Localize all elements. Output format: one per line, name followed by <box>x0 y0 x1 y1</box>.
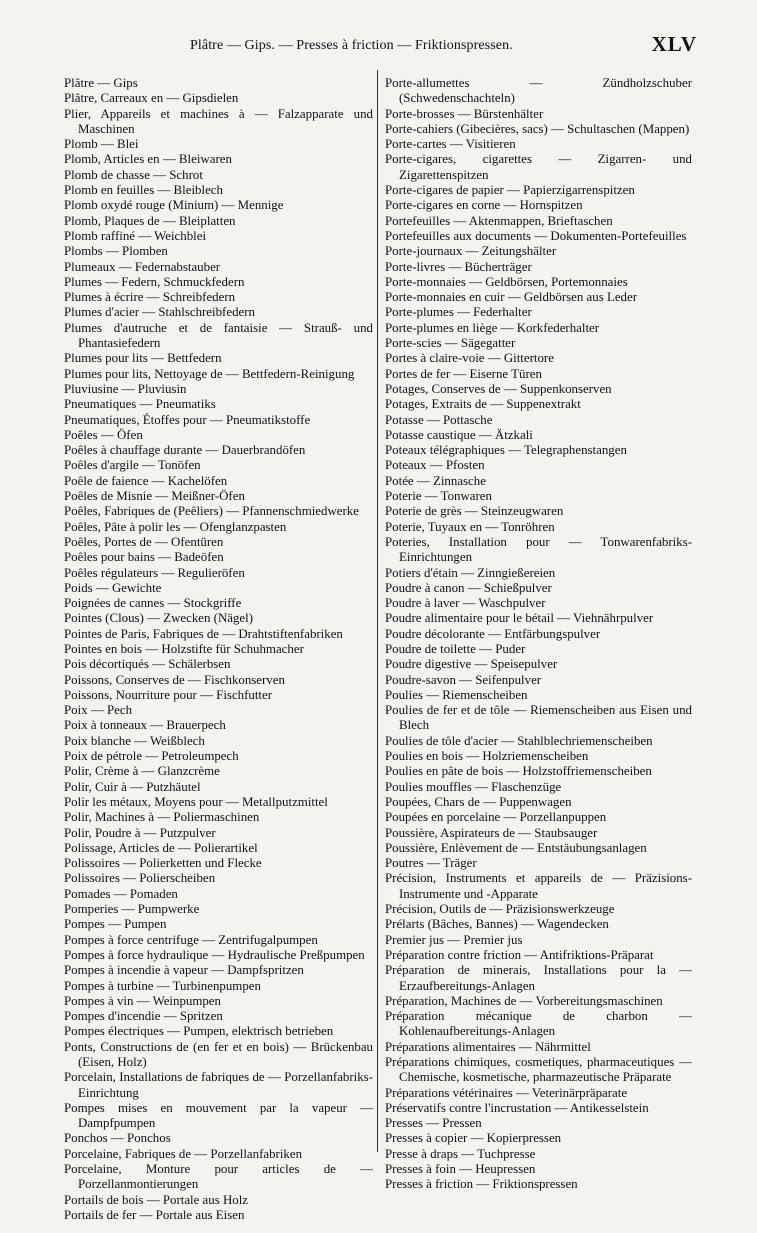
index-entry-text: Porte-livres — Bücherträger <box>385 259 532 274</box>
index-entry <box>64 979 373 994</box>
index-entry <box>385 351 692 366</box>
index-entry <box>385 948 692 963</box>
index-entry-text: Ponts, Constructions de (en fer et en bois) — Brückenbau (Eisen, Holz) <box>64 1039 373 1069</box>
index-entry <box>64 290 373 305</box>
index-entry-text: Portes à claire-voie — Gittertore <box>385 351 554 366</box>
index-entry <box>64 841 373 856</box>
index-entry-text: Poix de pétrole — Petroleumpech <box>64 749 239 764</box>
index-entry-text: Plomb raffiné — Weichblei <box>64 228 207 243</box>
index-entry-text: Portefeuilles — Aktenmappen, Brieftaschen <box>385 213 613 228</box>
index-entry <box>64 826 373 841</box>
index-entry <box>64 489 373 504</box>
index-entry <box>64 611 373 626</box>
index-entry <box>64 152 373 167</box>
index-entry-text: Pompes à force centrifuge — Zentrifugalpumpen <box>64 932 318 947</box>
index-entry <box>64 443 373 458</box>
index-entry-text: Plumes d'acier — Stahlschreibfedern <box>64 305 255 320</box>
index-entry <box>64 673 373 688</box>
index-entry <box>385 1116 692 1131</box>
index-entry <box>385 795 692 810</box>
index-entry-text: Poids — Gewichte <box>64 580 162 595</box>
index-entry-text: Presse à draps — Tuchpresse <box>385 1146 536 1161</box>
index-entry <box>64 413 373 428</box>
index-entry <box>64 688 373 703</box>
index-entry-text: Poteries, Installation pour — Tonwarenfabriks-Einrichtungen <box>385 534 692 565</box>
index-entry <box>385 397 692 412</box>
index-entry-text: Plâtre — Gips <box>64 76 138 90</box>
index-entry-text: Pompes à vin — Weinpumpen <box>64 993 221 1008</box>
index-entry-text: Poulies — Riemenscheiben <box>385 687 528 702</box>
index-entry <box>64 1009 373 1024</box>
page-header <box>0 30 757 56</box>
index-entry <box>385 734 692 749</box>
index-entry-text: Poudre à canon — Schießpulver <box>385 580 552 595</box>
index-entry-text: Poêles régulateurs — Regulieröfen <box>64 565 245 580</box>
index-entry-text: Pois décortiqués — Schälerbsen <box>64 657 231 672</box>
index-entry-text: Portes de fer — Eiserne Türen <box>385 366 542 381</box>
index-entry-text: Pneumatiques — Pneumatiks <box>64 397 216 412</box>
index-entry <box>385 152 692 183</box>
index-entry-text: Poudre décolorante — Entfärbungspulver <box>385 626 601 641</box>
index-entry <box>64 703 373 718</box>
index-entry-text: Poupées en porcelaine — Porzellanpuppen <box>385 810 607 825</box>
index-entry-text: Polissage, Articles de — Polierartikel <box>64 840 258 855</box>
index-entry <box>385 703 692 734</box>
index-entry <box>385 902 692 917</box>
index-entry-text: Précision, Instruments et appareils de — Präzisions-Instrumente und -Apparate <box>385 871 692 901</box>
index-entry-text: Poix blanche — Weißblech <box>64 733 205 748</box>
index-entry <box>385 1009 692 1040</box>
index-entry-text: Plomb de chasse — Schrot <box>64 167 203 182</box>
index-entry <box>385 566 692 581</box>
index-entry-text: Poulies en bois — Holzriemenscheiben <box>385 749 589 764</box>
index-entry <box>64 764 373 779</box>
index-entry-text: Poêle de faience — Kachelöfen <box>64 473 228 488</box>
index-entry <box>385 198 692 213</box>
index-entry <box>385 1131 692 1146</box>
index-entry <box>385 1162 692 1177</box>
index-entry <box>385 474 692 489</box>
index-entry <box>64 183 373 198</box>
index-entry <box>64 305 373 320</box>
index-entry-text: Pointes (Clous) — Zwecken (Nägel) <box>64 611 254 626</box>
index-entry <box>64 1162 373 1193</box>
index-entry <box>64 474 373 489</box>
index-entry-text: Presses à copier — Kopierpressen <box>385 1131 562 1146</box>
index-entry-text: Plumes à écrire — Schreibfedern <box>64 290 236 305</box>
index-entry <box>385 596 692 611</box>
index-entry-text: Potages, Extraits de — Suppenextrakt <box>385 397 581 412</box>
index-entry <box>385 963 692 994</box>
index-entry-text: Portails de fer — Portale aus Eisen <box>64 1207 245 1222</box>
index-entry-text: Plier, Appareils et machines à — Falzapparate und Maschinen <box>64 106 373 136</box>
index-entry <box>64 887 373 902</box>
index-entry-text: Pompes à turbine — Turbinenpumpen <box>64 978 261 993</box>
index-entry-text: Plumes pour lits, Nettoyage de — Bettfedern-Reinigung <box>64 366 355 381</box>
index-entry-text: Porcelaine, Monture pour articles de — Porzellanmontierungen <box>64 1162 373 1192</box>
index-entry-text: Poêles à chauffage durante — Dauerbrandöfen <box>64 443 306 458</box>
left-column <box>64 76 373 1223</box>
index-entry-text: Poudre à laver — Waschpulver <box>385 596 546 611</box>
index-entry-text: Porte-cigares de papier — Papierzigarrenspitzen <box>385 183 635 198</box>
index-entry-text: Poêles d'argile — Tonöfen <box>64 458 201 473</box>
index-entry-text: Poix — Pech <box>64 703 133 718</box>
index-entry <box>64 168 373 183</box>
index-entry-text: Pompes — Pumpen <box>64 917 167 932</box>
index-entry-text: Poulies en pâte de bois — Holzstoffriemenscheiben <box>385 764 652 779</box>
index-entry <box>64 596 373 611</box>
column-divider <box>377 70 378 1152</box>
index-entry <box>64 91 373 106</box>
index-entry-text: Porte-brosses — Bürstenhälter <box>385 106 544 121</box>
index-entry <box>385 214 692 229</box>
page-number: XLV <box>651 32 697 56</box>
index-entry-text: Pluviusine — Pluviusin <box>64 381 187 396</box>
index-entry <box>385 611 692 626</box>
index-entry <box>64 504 373 519</box>
index-entry-text: Poissons, Nourriture pour — Fischfutter <box>64 687 273 702</box>
index-entry <box>385 581 692 596</box>
index-entry <box>64 917 373 932</box>
index-entry-text: Premier jus — Premier jus <box>385 932 523 947</box>
index-entry-text: Poêles, Fabriques de (Peêliers) — Pfannenschmiedwerke <box>64 504 359 519</box>
index-entry <box>64 244 373 259</box>
index-entry-text: Potages, Conserves de — Suppenkonserven <box>385 381 612 396</box>
index-entry-text: Poix à tonneaux — Brauerpech <box>64 718 226 733</box>
index-entry <box>64 657 373 672</box>
index-entry <box>385 275 692 290</box>
index-entry <box>385 1055 692 1086</box>
index-entry <box>385 673 692 688</box>
index-entry-text: Poêles, Pâte à polir les — Ofenglanzpasten <box>64 519 287 534</box>
index-entry <box>385 1040 692 1055</box>
index-entry-text: Polir, Cuir à — Putzhäutel <box>64 779 201 794</box>
index-entry-text: Poêles de Misnie — Meißner-Öfen <box>64 489 245 504</box>
index-entry-text: Poteaux — Pfosten <box>385 458 485 473</box>
index-entry-text: Plombs — Plomben <box>64 244 168 259</box>
index-entry-text: Portefeuilles aux documents — Dokumenten-Portefeuilles <box>385 228 687 243</box>
index-entry <box>385 520 692 535</box>
index-entry <box>385 122 692 137</box>
index-entry-text: Préparations alimentaires — Nährmittel <box>385 1039 591 1054</box>
index-entry-text: Plomb oxydé rouge (Minium) — Mennige <box>64 198 284 213</box>
index-entry-text: Préparation de minerais, Installations pour la — Erzaufbereitungs-Anlagen <box>385 963 692 993</box>
index-entry-text: Poutres — Träger <box>385 856 477 871</box>
index-entry-text: Pomperies — Pumpwerke <box>64 902 200 917</box>
index-entry <box>64 795 373 810</box>
index-entry-text: Potasse caustique — Ätzkali <box>385 427 533 442</box>
index-entry-text: Plumes pour lits — Bettfedern <box>64 351 222 366</box>
index-entry-text: Pompes mises en mouvement par la vapeur — Dampfpumpen <box>64 1100 373 1131</box>
index-entry <box>385 749 692 764</box>
index-entry-text: Porte-allumettes — Zündholzschuber (Schwedenschachteln) <box>385 76 692 106</box>
index-entry <box>385 871 692 902</box>
index-entry-text: Presses à friction — Friktionspressen <box>385 1177 578 1192</box>
index-entry <box>64 520 373 535</box>
index-entry-text: Préparations vétérinaires — Veterinärpräparate <box>385 1085 628 1100</box>
index-entry <box>385 443 692 458</box>
index-entry <box>385 764 692 779</box>
index-entry <box>64 214 373 229</box>
index-entry-text: Porte-cigares, cigarettes — Zigarren- und Zigarettenspitzen <box>385 152 692 182</box>
index-entry <box>385 688 692 703</box>
index-entry-text: Pompes électriques — Pumpen, elektrisch betrieben <box>64 1024 334 1039</box>
index-entry <box>64 1208 373 1223</box>
index-entry <box>64 229 373 244</box>
index-entry <box>64 1193 373 1208</box>
index-entry <box>385 1177 692 1192</box>
index-entry-text: Porte-cahiers (Gibecières, sacs) — Schultaschen (Mappen) <box>385 121 690 136</box>
index-entry <box>64 351 373 366</box>
index-entry-text: Potasse — Pottasche <box>385 412 493 427</box>
index-entry <box>385 994 692 1009</box>
index-entry <box>64 933 373 948</box>
index-entry-text: Poterie de grès — Steinzeugwaren <box>385 504 564 519</box>
index-entry <box>385 321 692 336</box>
index-entry-text: Pointes de Paris, Fabriques de — Drahtstiftenfabriken <box>64 626 343 641</box>
index-entry <box>64 367 373 382</box>
index-entry-text: Poudre de toilette — Puder <box>385 641 526 656</box>
index-entry-text: Plumes — Federn, Schmuckfedern <box>64 274 245 289</box>
index-entry <box>385 107 692 122</box>
running-head-title: Plâtre — Gips. — Presses à friction — Friktionspressen. <box>190 38 513 53</box>
index-entry <box>64 275 373 290</box>
index-entry <box>385 305 692 320</box>
index-entry-text: Porte-cigares en corne — Hornspitzen <box>385 198 583 213</box>
index-entry-text: Poêles pour bains — Badeöfen <box>64 550 224 565</box>
index-entry-text: Pneumatiques, Étoffes pour — Pneumatikstoffe <box>64 412 311 427</box>
index-entry-text: Poissons, Conserves de — Fischkonserven <box>64 672 285 687</box>
index-entry <box>64 963 373 978</box>
index-entry <box>385 657 692 672</box>
index-entry <box>64 581 373 596</box>
index-entry <box>64 550 373 565</box>
index-entry-text: Poteaux télégraphiques — Telegraphenstangen <box>385 443 627 458</box>
index-entry-text: Plomb, Plaques de — Bleiplatten <box>64 213 236 228</box>
index-entry <box>64 535 373 550</box>
index-entry-text: Porte-plumes — Federhalter <box>385 305 532 320</box>
index-entry-text: Poussière, Aspirateurs de — Staubsauger <box>385 825 598 840</box>
index-entry <box>385 1101 692 1116</box>
index-entry-text: Préservatifs contre l'incrustation — Antikesselstein <box>385 1100 649 1115</box>
index-entry-text: Préparation, Machines de — Vorbereitungsmaschinen <box>385 993 663 1008</box>
index-entry <box>385 810 692 825</box>
index-entry <box>64 749 373 764</box>
index-entry <box>385 229 692 244</box>
index-entry <box>385 504 692 519</box>
index-entry <box>64 321 373 352</box>
index-entry <box>385 367 692 382</box>
index-entry-text: Polir, Crème à — Glanzcrème <box>64 764 220 779</box>
index-entry-text: Porcelain, Installations de fabriques de — Porzellanfabriks-Einrichtung <box>64 1070 373 1100</box>
index-entry-text: Plomb en feuilles — Bleiblech <box>64 183 223 198</box>
index-entry <box>385 1086 692 1101</box>
index-entry <box>64 458 373 473</box>
index-entry <box>64 780 373 795</box>
index-entry <box>64 948 373 963</box>
index-entry <box>385 1147 692 1162</box>
index-entry-text: Plumeaux — Federnabstauber <box>64 259 221 274</box>
index-entry <box>64 856 373 871</box>
index-entry-text: Préparation mécanique de charbon — Kohlenaufbereitungs-Anlagen <box>385 1009 692 1039</box>
index-entry <box>64 1131 373 1146</box>
index-entry-text: Poêles — Öfen <box>64 427 143 442</box>
index-entry <box>64 260 373 275</box>
index-entry <box>64 382 373 397</box>
index-entry <box>385 856 692 871</box>
index-entry-text: Poterie — Tonwaren <box>385 489 492 504</box>
index-entry <box>64 1070 373 1101</box>
index-entry <box>64 734 373 749</box>
index-entry-text: Prélarts (Bâches, Bannes) — Wagendecken <box>385 917 609 932</box>
index-entry-text: Polir les métaux, Moyens pour — Metallputzmittel <box>64 794 328 809</box>
index-entry <box>64 718 373 733</box>
index-entry-text: Poudre-savon — Seifenpulver <box>385 672 542 687</box>
index-entry <box>385 137 692 152</box>
index-entry <box>64 198 373 213</box>
index-entry-text: Poulies de tôle d'acier — Stahlblechriemenscheiben <box>385 733 653 748</box>
index-entry <box>64 871 373 886</box>
index-entry-text: Précision, Outils de — Präzisionswerkzeuge <box>385 902 615 917</box>
index-entry-text: Poudre digestive — Speisepulver <box>385 657 558 672</box>
index-entry-text: Plomb — Blei <box>64 137 139 152</box>
index-entry-text: Pointes en bois — Holzstifte für Schuhmacher <box>64 641 304 656</box>
index-entry-text: Préparations chimiques, cosmetiques, pharmaceutiques — Chemische, kosmetische, pharmazeutische Präparate <box>385 1055 692 1085</box>
index-entry-text: Poulies mouffles — Flaschenzüge <box>385 779 562 794</box>
index-entry <box>64 137 373 152</box>
index-entry-text: Porte-cartes — Visitieren <box>385 137 516 152</box>
index-entry <box>64 428 373 443</box>
index-entry <box>385 458 692 473</box>
index-entry-text: Presses à foin — Heupressen <box>385 1162 536 1177</box>
index-entry <box>385 244 692 259</box>
index-entry <box>64 902 373 917</box>
index-entry <box>385 826 692 841</box>
index-entry <box>64 397 373 412</box>
index-entry <box>385 428 692 443</box>
index-entry <box>64 107 373 138</box>
index-entry <box>385 933 692 948</box>
index-entry <box>385 535 692 566</box>
index-entry <box>385 489 692 504</box>
index-entry-text: Pompes à force hydraulique — Hydraulische Preßpumpen <box>64 947 365 962</box>
index-entry-text: Ponchos — Ponchos <box>64 1131 171 1146</box>
right-column <box>385 76 692 1193</box>
index-entry <box>385 627 692 642</box>
index-entry-text: Préparation contre friction — Antifriktions-Präparat <box>385 947 654 962</box>
index-entry <box>64 76 373 91</box>
index-entry <box>385 413 692 428</box>
index-entry <box>385 382 692 397</box>
index-entry-text: Polir, Poudre à — Putzpulver <box>64 825 216 840</box>
index-entry <box>64 810 373 825</box>
index-entry <box>385 76 692 107</box>
index-entry-text: Polir, Machines à — Poliermaschinen <box>64 810 260 825</box>
index-entry-text: Polissoires — Polierketten und Flecke <box>64 856 262 871</box>
index-entry <box>385 780 692 795</box>
index-entry-text: Pompes à incendie à vapeur — Dampfspritzen <box>64 963 304 978</box>
index-entry-text: Plâtre, Carreaux en — Gipsdielen <box>64 91 239 106</box>
index-entry-text: Porte-journaux — Zeitungshälter <box>385 244 557 259</box>
index-entry-text: Polissoires — Polierscheiben <box>64 871 216 886</box>
index-entry-text: Poupées, Chars de — Puppenwagen <box>385 794 572 809</box>
index-entry-text: Presses — Pressen <box>385 1116 482 1131</box>
index-entry-text: Plomb, Articles en — Bleiwaren <box>64 152 232 167</box>
index-entry <box>64 1040 373 1071</box>
index-entry-text: Poudre alimentaire pour le bétail — Viehnährpulver <box>385 611 654 626</box>
index-entry-text: Pompes d'incendie — Spritzen <box>64 1009 223 1024</box>
index-entry-text: Pomades — Pomaden <box>64 886 178 901</box>
index-entry <box>64 1024 373 1039</box>
index-entry-text: Potiers d'étain — Zinngießereien <box>385 565 556 580</box>
index-entry-text: Porte-scies — Sägegatter <box>385 336 516 351</box>
index-entry-text: Potée — Zinnasche <box>385 473 486 488</box>
index-entry-text: Porte-monnaies en cuir — Geldbörsen aus Leder <box>385 290 638 305</box>
index-entry <box>64 1101 373 1132</box>
index-entry-text: Portails de bois — Portale aus Holz <box>64 1192 249 1207</box>
index-entry-text: Poterie, Tuyaux en — Tonröhren <box>385 519 555 534</box>
index-entry <box>385 260 692 275</box>
index-entry-text: Poussière, Enlèvement de — Entstäubungsanlagen <box>385 840 647 855</box>
index-entry <box>385 841 692 856</box>
index-entry-text: Porte-plumes en liège — Korkfederhalter <box>385 320 600 335</box>
index-entry <box>64 642 373 657</box>
index-entry <box>385 183 692 198</box>
index-entry <box>385 642 692 657</box>
index-entry <box>64 627 373 642</box>
index-entry-text: Porte-monnaies — Geldbörsen, Portemonnaies <box>385 274 628 289</box>
index-entry <box>64 994 373 1009</box>
index-entry-text: Poulies de fer et de tôle — Riemenscheiben aus Eisen und Blech <box>385 703 692 733</box>
index-entry-text: Poêles, Portes de — Ofentüren <box>64 534 224 549</box>
index-entry <box>64 566 373 581</box>
index-entry <box>385 336 692 351</box>
index-entry-text: Plumes d'autruche et de fantaisie — Strauß- und Phantasiefedern <box>64 320 373 351</box>
index-entry <box>385 290 692 305</box>
index-entry <box>385 917 692 932</box>
index-entry-text: Porcelaine, Fabriques de — Porzellanfabriken <box>64 1146 303 1161</box>
index-entry-text: Poignées de cannes — Stockgriffe <box>64 596 242 611</box>
index-entry <box>64 1147 373 1162</box>
